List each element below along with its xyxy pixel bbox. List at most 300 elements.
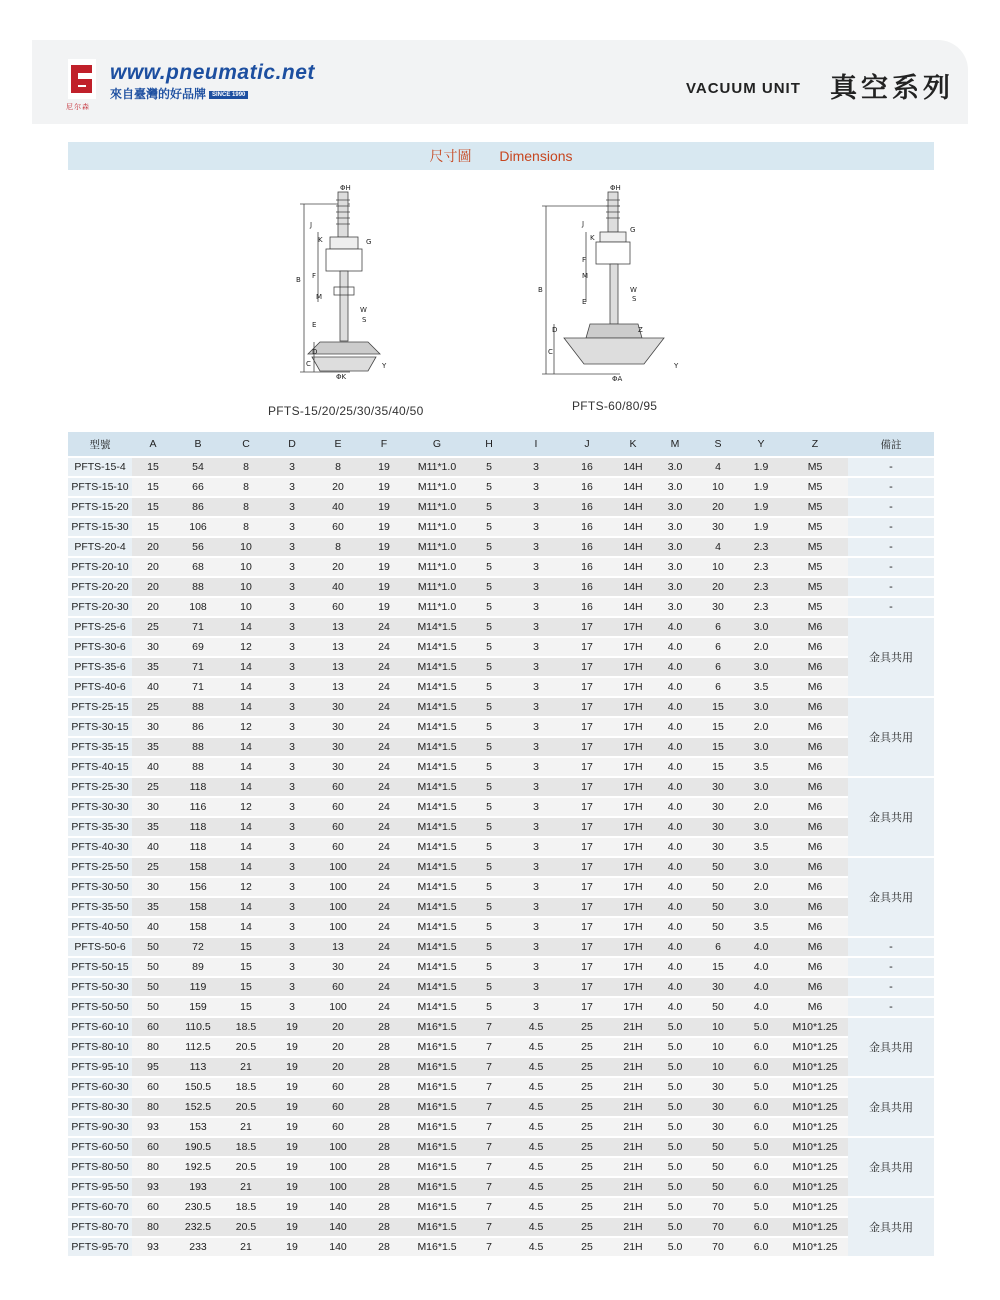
dimensions-banner bbox=[68, 142, 934, 170]
value-cell: 19 bbox=[270, 1057, 314, 1077]
model-cell: PFTS-20-20 bbox=[68, 577, 132, 597]
value-cell: 5 bbox=[468, 937, 510, 957]
model-cell: PFTS-40-15 bbox=[68, 757, 132, 777]
value-cell: 158 bbox=[174, 917, 222, 937]
value-cell: 3.0 bbox=[740, 777, 782, 797]
value-cell: 4.5 bbox=[510, 1017, 562, 1037]
model-cell: PFTS-15-10 bbox=[68, 477, 132, 497]
value-cell: M11*1.0 bbox=[406, 577, 468, 597]
value-cell: 20 bbox=[132, 577, 174, 597]
value-cell: 93 bbox=[132, 1177, 174, 1197]
column-header: A bbox=[132, 432, 174, 457]
value-cell: 118 bbox=[174, 817, 222, 837]
value-cell: 4.0 bbox=[740, 997, 782, 1017]
column-header: D bbox=[270, 432, 314, 457]
value-cell: 7 bbox=[468, 1117, 510, 1137]
value-cell: 40 bbox=[314, 497, 362, 517]
value-cell: 14 bbox=[222, 617, 270, 637]
value-cell: 8 bbox=[314, 457, 362, 477]
value-cell: M5 bbox=[782, 557, 848, 577]
model-cell: PFTS-50-50 bbox=[68, 997, 132, 1017]
value-cell: 21H bbox=[612, 1237, 654, 1257]
value-cell: M6 bbox=[782, 877, 848, 897]
value-cell: 10 bbox=[222, 577, 270, 597]
value-cell: 13 bbox=[314, 637, 362, 657]
value-cell: 50 bbox=[132, 957, 174, 977]
value-cell: 24 bbox=[362, 637, 406, 657]
svg-text:E: E bbox=[582, 298, 587, 306]
value-cell: 30 bbox=[696, 1077, 740, 1097]
svg-text:ΦH: ΦH bbox=[340, 184, 351, 192]
value-cell: 15 bbox=[696, 697, 740, 717]
value-cell: 15 bbox=[132, 457, 174, 477]
value-cell: 24 bbox=[362, 717, 406, 737]
value-cell: 17H bbox=[612, 857, 654, 877]
value-cell: 3 bbox=[270, 917, 314, 937]
value-cell: 35 bbox=[132, 657, 174, 677]
dimensions-label-en: Dimensions bbox=[499, 148, 573, 164]
value-cell: 28 bbox=[362, 1037, 406, 1057]
value-cell: 25 bbox=[562, 1037, 612, 1057]
value-cell: M5 bbox=[782, 477, 848, 497]
value-cell: M10*1.25 bbox=[782, 1177, 848, 1197]
value-cell: 3.0 bbox=[740, 897, 782, 917]
value-cell: 19 bbox=[362, 477, 406, 497]
column-header: F bbox=[362, 432, 406, 457]
value-cell: 3.0 bbox=[740, 617, 782, 637]
value-cell: 3 bbox=[510, 797, 562, 817]
drawing-caption-small: PFTS-15/20/25/30/35/40/50 bbox=[268, 404, 424, 418]
value-cell: 4.5 bbox=[510, 1137, 562, 1157]
value-cell: 25 bbox=[562, 1197, 612, 1217]
value-cell: 20 bbox=[314, 1017, 362, 1037]
value-cell: 19 bbox=[270, 1037, 314, 1057]
value-cell: 3.0 bbox=[654, 537, 696, 557]
value-cell: 17H bbox=[612, 837, 654, 857]
value-cell: 100 bbox=[314, 897, 362, 917]
value-cell: 5.0 bbox=[654, 1137, 696, 1157]
value-cell: M16*1.5 bbox=[406, 1037, 468, 1057]
value-cell: 50 bbox=[132, 937, 174, 957]
model-cell: PFTS-20-4 bbox=[68, 537, 132, 557]
value-cell: 17 bbox=[562, 677, 612, 697]
value-cell: 3.0 bbox=[654, 577, 696, 597]
table-row bbox=[68, 857, 934, 877]
svg-text:J: J bbox=[310, 221, 313, 229]
value-cell: 6.0 bbox=[740, 1037, 782, 1057]
value-cell: 5 bbox=[468, 737, 510, 757]
value-cell: M16*1.5 bbox=[406, 1177, 468, 1197]
value-cell: M5 bbox=[782, 597, 848, 617]
value-cell: 5.0 bbox=[740, 1137, 782, 1157]
value-cell: 28 bbox=[362, 1157, 406, 1177]
value-cell: 30 bbox=[696, 517, 740, 537]
model-cell: PFTS-95-10 bbox=[68, 1057, 132, 1077]
value-cell: 12 bbox=[222, 717, 270, 737]
model-cell: PFTS-35-15 bbox=[68, 737, 132, 757]
value-cell: 20.5 bbox=[222, 1097, 270, 1117]
value-cell: 10 bbox=[696, 1057, 740, 1077]
value-cell: 60 bbox=[314, 797, 362, 817]
column-header: Z bbox=[782, 432, 848, 457]
value-cell: 3 bbox=[510, 617, 562, 637]
value-cell: 4.0 bbox=[654, 657, 696, 677]
value-cell: 5 bbox=[468, 457, 510, 477]
value-cell: 14 bbox=[222, 837, 270, 857]
table-row bbox=[68, 917, 934, 937]
remark-cell: 金具共用 bbox=[848, 1017, 934, 1077]
value-cell: M14*1.5 bbox=[406, 657, 468, 677]
value-cell: 19 bbox=[270, 1217, 314, 1237]
value-cell: 17 bbox=[562, 837, 612, 857]
column-header: K bbox=[612, 432, 654, 457]
value-cell: 5 bbox=[468, 977, 510, 997]
value-cell: 24 bbox=[362, 797, 406, 817]
table-row bbox=[68, 1037, 934, 1057]
value-cell: 5 bbox=[468, 637, 510, 657]
value-cell: 21H bbox=[612, 1057, 654, 1077]
value-cell: 3 bbox=[270, 957, 314, 977]
value-cell: 21 bbox=[222, 1117, 270, 1137]
brand-since-badge: SINCE 1990 bbox=[209, 91, 248, 99]
value-cell: M16*1.5 bbox=[406, 1237, 468, 1257]
value-cell: 50 bbox=[696, 1157, 740, 1177]
value-cell: 5.0 bbox=[654, 1217, 696, 1237]
value-cell: M14*1.5 bbox=[406, 857, 468, 877]
value-cell: 4.0 bbox=[654, 797, 696, 817]
value-cell: 3 bbox=[270, 857, 314, 877]
value-cell: 20.5 bbox=[222, 1157, 270, 1177]
value-cell: 17 bbox=[562, 997, 612, 1017]
value-cell: 86 bbox=[174, 497, 222, 517]
value-cell: 19 bbox=[362, 517, 406, 537]
value-cell: 7 bbox=[468, 1177, 510, 1197]
value-cell: 21H bbox=[612, 1037, 654, 1057]
value-cell: 16 bbox=[562, 497, 612, 517]
value-cell: 28 bbox=[362, 1197, 406, 1217]
value-cell: 3 bbox=[270, 697, 314, 717]
value-cell: 6 bbox=[696, 677, 740, 697]
value-cell: 8 bbox=[222, 497, 270, 517]
table-row bbox=[68, 677, 934, 697]
value-cell: M14*1.5 bbox=[406, 617, 468, 637]
table-row bbox=[68, 1137, 934, 1157]
value-cell: 50 bbox=[696, 1137, 740, 1157]
value-cell: M6 bbox=[782, 657, 848, 677]
value-cell: 21H bbox=[612, 1097, 654, 1117]
value-cell: 3 bbox=[270, 937, 314, 957]
value-cell: M11*1.0 bbox=[406, 497, 468, 517]
value-cell: 3.0 bbox=[654, 517, 696, 537]
value-cell: 30 bbox=[696, 777, 740, 797]
value-cell: 8 bbox=[222, 457, 270, 477]
value-cell: 24 bbox=[362, 837, 406, 857]
value-cell: 4 bbox=[696, 457, 740, 477]
value-cell: 28 bbox=[362, 1117, 406, 1137]
value-cell: 5 bbox=[468, 657, 510, 677]
value-cell: 3 bbox=[510, 817, 562, 837]
value-cell: M5 bbox=[782, 497, 848, 517]
value-cell: 6.0 bbox=[740, 1177, 782, 1197]
value-cell: 6 bbox=[696, 657, 740, 677]
value-cell: 25 bbox=[562, 1177, 612, 1197]
value-cell: 15 bbox=[696, 957, 740, 977]
value-cell: 30 bbox=[314, 737, 362, 757]
svg-text:S: S bbox=[632, 295, 637, 303]
value-cell: 5 bbox=[468, 797, 510, 817]
value-cell: 70 bbox=[696, 1197, 740, 1217]
value-cell: 30 bbox=[696, 817, 740, 837]
value-cell: M16*1.5 bbox=[406, 1137, 468, 1157]
value-cell: 3.0 bbox=[654, 457, 696, 477]
value-cell: 233 bbox=[174, 1237, 222, 1257]
value-cell: M6 bbox=[782, 797, 848, 817]
value-cell: 19 bbox=[270, 1097, 314, 1117]
value-cell: 17H bbox=[612, 657, 654, 677]
value-cell: 3 bbox=[510, 737, 562, 757]
value-cell: 140 bbox=[314, 1217, 362, 1237]
value-cell: 3 bbox=[270, 517, 314, 537]
value-cell: 110.5 bbox=[174, 1017, 222, 1037]
brand-url: www.pneumatic.net bbox=[110, 61, 315, 84]
value-cell: 5.0 bbox=[654, 1237, 696, 1257]
value-cell: 20 bbox=[696, 497, 740, 517]
value-cell: 3 bbox=[270, 497, 314, 517]
value-cell: 193 bbox=[174, 1177, 222, 1197]
model-cell: PFTS-80-10 bbox=[68, 1037, 132, 1057]
value-cell: 4.5 bbox=[510, 1077, 562, 1097]
svg-text:G: G bbox=[630, 226, 636, 234]
value-cell: 3 bbox=[510, 917, 562, 937]
value-cell: 3 bbox=[270, 537, 314, 557]
remark-cell: - bbox=[848, 977, 934, 997]
value-cell: 3 bbox=[270, 457, 314, 477]
value-cell: 93 bbox=[132, 1237, 174, 1257]
value-cell: 30 bbox=[696, 837, 740, 857]
value-cell: 4.5 bbox=[510, 1057, 562, 1077]
value-cell: 6 bbox=[696, 617, 740, 637]
value-cell: 7 bbox=[468, 1157, 510, 1177]
value-cell: M14*1.5 bbox=[406, 797, 468, 817]
model-cell: PFTS-15-20 bbox=[68, 497, 132, 517]
value-cell: 19 bbox=[270, 1177, 314, 1197]
value-cell: 5.0 bbox=[654, 1077, 696, 1097]
value-cell: 17 bbox=[562, 657, 612, 677]
value-cell: 6.0 bbox=[740, 1117, 782, 1137]
value-cell: 12 bbox=[222, 877, 270, 897]
value-cell: 1.9 bbox=[740, 477, 782, 497]
value-cell: 3.5 bbox=[740, 677, 782, 697]
table-row bbox=[68, 1157, 934, 1177]
value-cell: 17 bbox=[562, 717, 612, 737]
value-cell: 3 bbox=[510, 857, 562, 877]
value-cell: 35 bbox=[132, 897, 174, 917]
model-cell: PFTS-80-70 bbox=[68, 1217, 132, 1237]
value-cell: 60 bbox=[314, 977, 362, 997]
value-cell: 153 bbox=[174, 1117, 222, 1137]
value-cell: 17 bbox=[562, 737, 612, 757]
svg-text:ΦH: ΦH bbox=[610, 184, 621, 192]
value-cell: 158 bbox=[174, 897, 222, 917]
value-cell: 17 bbox=[562, 957, 612, 977]
value-cell: 20 bbox=[132, 557, 174, 577]
value-cell: 4.0 bbox=[654, 917, 696, 937]
value-cell: 4.5 bbox=[510, 1157, 562, 1177]
remark-cell: - bbox=[848, 957, 934, 977]
value-cell: 10 bbox=[696, 477, 740, 497]
value-cell: 4.0 bbox=[654, 977, 696, 997]
model-cell: PFTS-50-15 bbox=[68, 957, 132, 977]
value-cell: M6 bbox=[782, 897, 848, 917]
value-cell: 3 bbox=[510, 937, 562, 957]
value-cell: 158 bbox=[174, 857, 222, 877]
value-cell: 159 bbox=[174, 997, 222, 1017]
value-cell: 4.0 bbox=[654, 857, 696, 877]
value-cell: 3 bbox=[270, 977, 314, 997]
model-cell: PFTS-35-6 bbox=[68, 657, 132, 677]
column-header: I bbox=[510, 432, 562, 457]
value-cell: 3 bbox=[270, 777, 314, 797]
svg-text:C: C bbox=[548, 348, 553, 356]
value-cell: 100 bbox=[314, 857, 362, 877]
value-cell: 8 bbox=[222, 517, 270, 537]
value-cell: M6 bbox=[782, 697, 848, 717]
value-cell: M11*1.0 bbox=[406, 557, 468, 577]
column-header: J bbox=[562, 432, 612, 457]
value-cell: 25 bbox=[562, 1217, 612, 1237]
value-cell: M5 bbox=[782, 457, 848, 477]
dimensions-label-cn: 尺寸圖 bbox=[429, 148, 472, 164]
value-cell: 17 bbox=[562, 937, 612, 957]
svg-text:F: F bbox=[582, 256, 587, 264]
value-cell: 5 bbox=[468, 957, 510, 977]
remark-cell: - bbox=[848, 597, 934, 617]
value-cell: 17 bbox=[562, 857, 612, 877]
value-cell: 4.0 bbox=[654, 737, 696, 757]
column-header: 備註 bbox=[848, 432, 934, 457]
value-cell: 5 bbox=[468, 517, 510, 537]
column-header: Y bbox=[740, 432, 782, 457]
value-cell: 190.5 bbox=[174, 1137, 222, 1157]
value-cell: 3 bbox=[510, 757, 562, 777]
svg-text:E: E bbox=[312, 321, 317, 329]
table-row bbox=[68, 817, 934, 837]
model-cell: PFTS-60-70 bbox=[68, 1197, 132, 1217]
model-cell: PFTS-50-30 bbox=[68, 977, 132, 997]
column-header: E bbox=[314, 432, 362, 457]
value-cell: 60 bbox=[132, 1197, 174, 1217]
value-cell: M10*1.25 bbox=[782, 1037, 848, 1057]
value-cell: 17H bbox=[612, 997, 654, 1017]
value-cell: 5 bbox=[468, 997, 510, 1017]
value-cell: M10*1.25 bbox=[782, 1057, 848, 1077]
value-cell: 25 bbox=[562, 1057, 612, 1077]
value-cell: M14*1.5 bbox=[406, 817, 468, 837]
value-cell: 5 bbox=[468, 557, 510, 577]
svg-text:M: M bbox=[582, 272, 589, 280]
value-cell: 70 bbox=[696, 1217, 740, 1237]
table-row bbox=[68, 737, 934, 757]
svg-text:M: M bbox=[316, 293, 323, 301]
brand-logo-icon bbox=[68, 59, 96, 99]
value-cell: 24 bbox=[362, 817, 406, 837]
model-cell: PFTS-60-50 bbox=[68, 1137, 132, 1157]
value-cell: M10*1.25 bbox=[782, 1157, 848, 1177]
value-cell: 3 bbox=[270, 657, 314, 677]
value-cell: 15 bbox=[696, 717, 740, 737]
value-cell: M6 bbox=[782, 617, 848, 637]
value-cell: 20.5 bbox=[222, 1037, 270, 1057]
value-cell: M11*1.0 bbox=[406, 517, 468, 537]
value-cell: 3 bbox=[510, 477, 562, 497]
value-cell: M14*1.5 bbox=[406, 737, 468, 757]
value-cell: 25 bbox=[132, 777, 174, 797]
value-cell: 5 bbox=[468, 917, 510, 937]
value-cell: 14H bbox=[612, 577, 654, 597]
value-cell: 17H bbox=[612, 677, 654, 697]
value-cell: 16 bbox=[562, 597, 612, 617]
value-cell: 118 bbox=[174, 837, 222, 857]
value-cell: M6 bbox=[782, 937, 848, 957]
value-cell: 5 bbox=[468, 717, 510, 737]
value-cell: 60 bbox=[314, 1117, 362, 1137]
value-cell: 24 bbox=[362, 737, 406, 757]
drawing-large-cup-icon bbox=[530, 182, 690, 382]
value-cell: M6 bbox=[782, 837, 848, 857]
value-cell: 5 bbox=[468, 897, 510, 917]
value-cell: 40 bbox=[132, 757, 174, 777]
svg-text:K: K bbox=[318, 236, 323, 244]
value-cell: 20 bbox=[132, 537, 174, 557]
column-header: C bbox=[222, 432, 270, 457]
value-cell: 7 bbox=[468, 1197, 510, 1217]
drawing-caption-large: PFTS-60/80/95 bbox=[572, 399, 658, 413]
remark-cell: - bbox=[848, 477, 934, 497]
value-cell: 100 bbox=[314, 877, 362, 897]
value-cell: 3 bbox=[270, 577, 314, 597]
value-cell: 2.0 bbox=[740, 797, 782, 817]
value-cell: 50 bbox=[696, 917, 740, 937]
value-cell: 3 bbox=[510, 577, 562, 597]
value-cell: M14*1.5 bbox=[406, 777, 468, 797]
value-cell: 3 bbox=[270, 477, 314, 497]
brand-slogan-text: 來自臺灣的好品牌 bbox=[110, 87, 207, 101]
value-cell: 30 bbox=[314, 717, 362, 737]
value-cell: 30 bbox=[696, 1117, 740, 1137]
value-cell: 8 bbox=[222, 477, 270, 497]
value-cell: 5 bbox=[468, 857, 510, 877]
value-cell: 3 bbox=[510, 697, 562, 717]
value-cell: M16*1.5 bbox=[406, 1017, 468, 1037]
value-cell: 71 bbox=[174, 677, 222, 697]
table-row bbox=[68, 1097, 934, 1117]
value-cell: 60 bbox=[314, 837, 362, 857]
value-cell: 24 bbox=[362, 617, 406, 637]
value-cell: 5 bbox=[468, 597, 510, 617]
value-cell: 3 bbox=[270, 817, 314, 837]
value-cell: 50 bbox=[696, 857, 740, 877]
table-row bbox=[68, 797, 934, 817]
value-cell: 12 bbox=[222, 797, 270, 817]
value-cell: 14 bbox=[222, 897, 270, 917]
value-cell: 30 bbox=[132, 877, 174, 897]
value-cell: 5.0 bbox=[654, 1197, 696, 1217]
model-cell: PFTS-25-50 bbox=[68, 857, 132, 877]
model-cell: PFTS-35-30 bbox=[68, 817, 132, 837]
value-cell: M11*1.0 bbox=[406, 537, 468, 557]
value-cell: 7 bbox=[468, 1237, 510, 1257]
brand-slogan bbox=[110, 85, 248, 102]
